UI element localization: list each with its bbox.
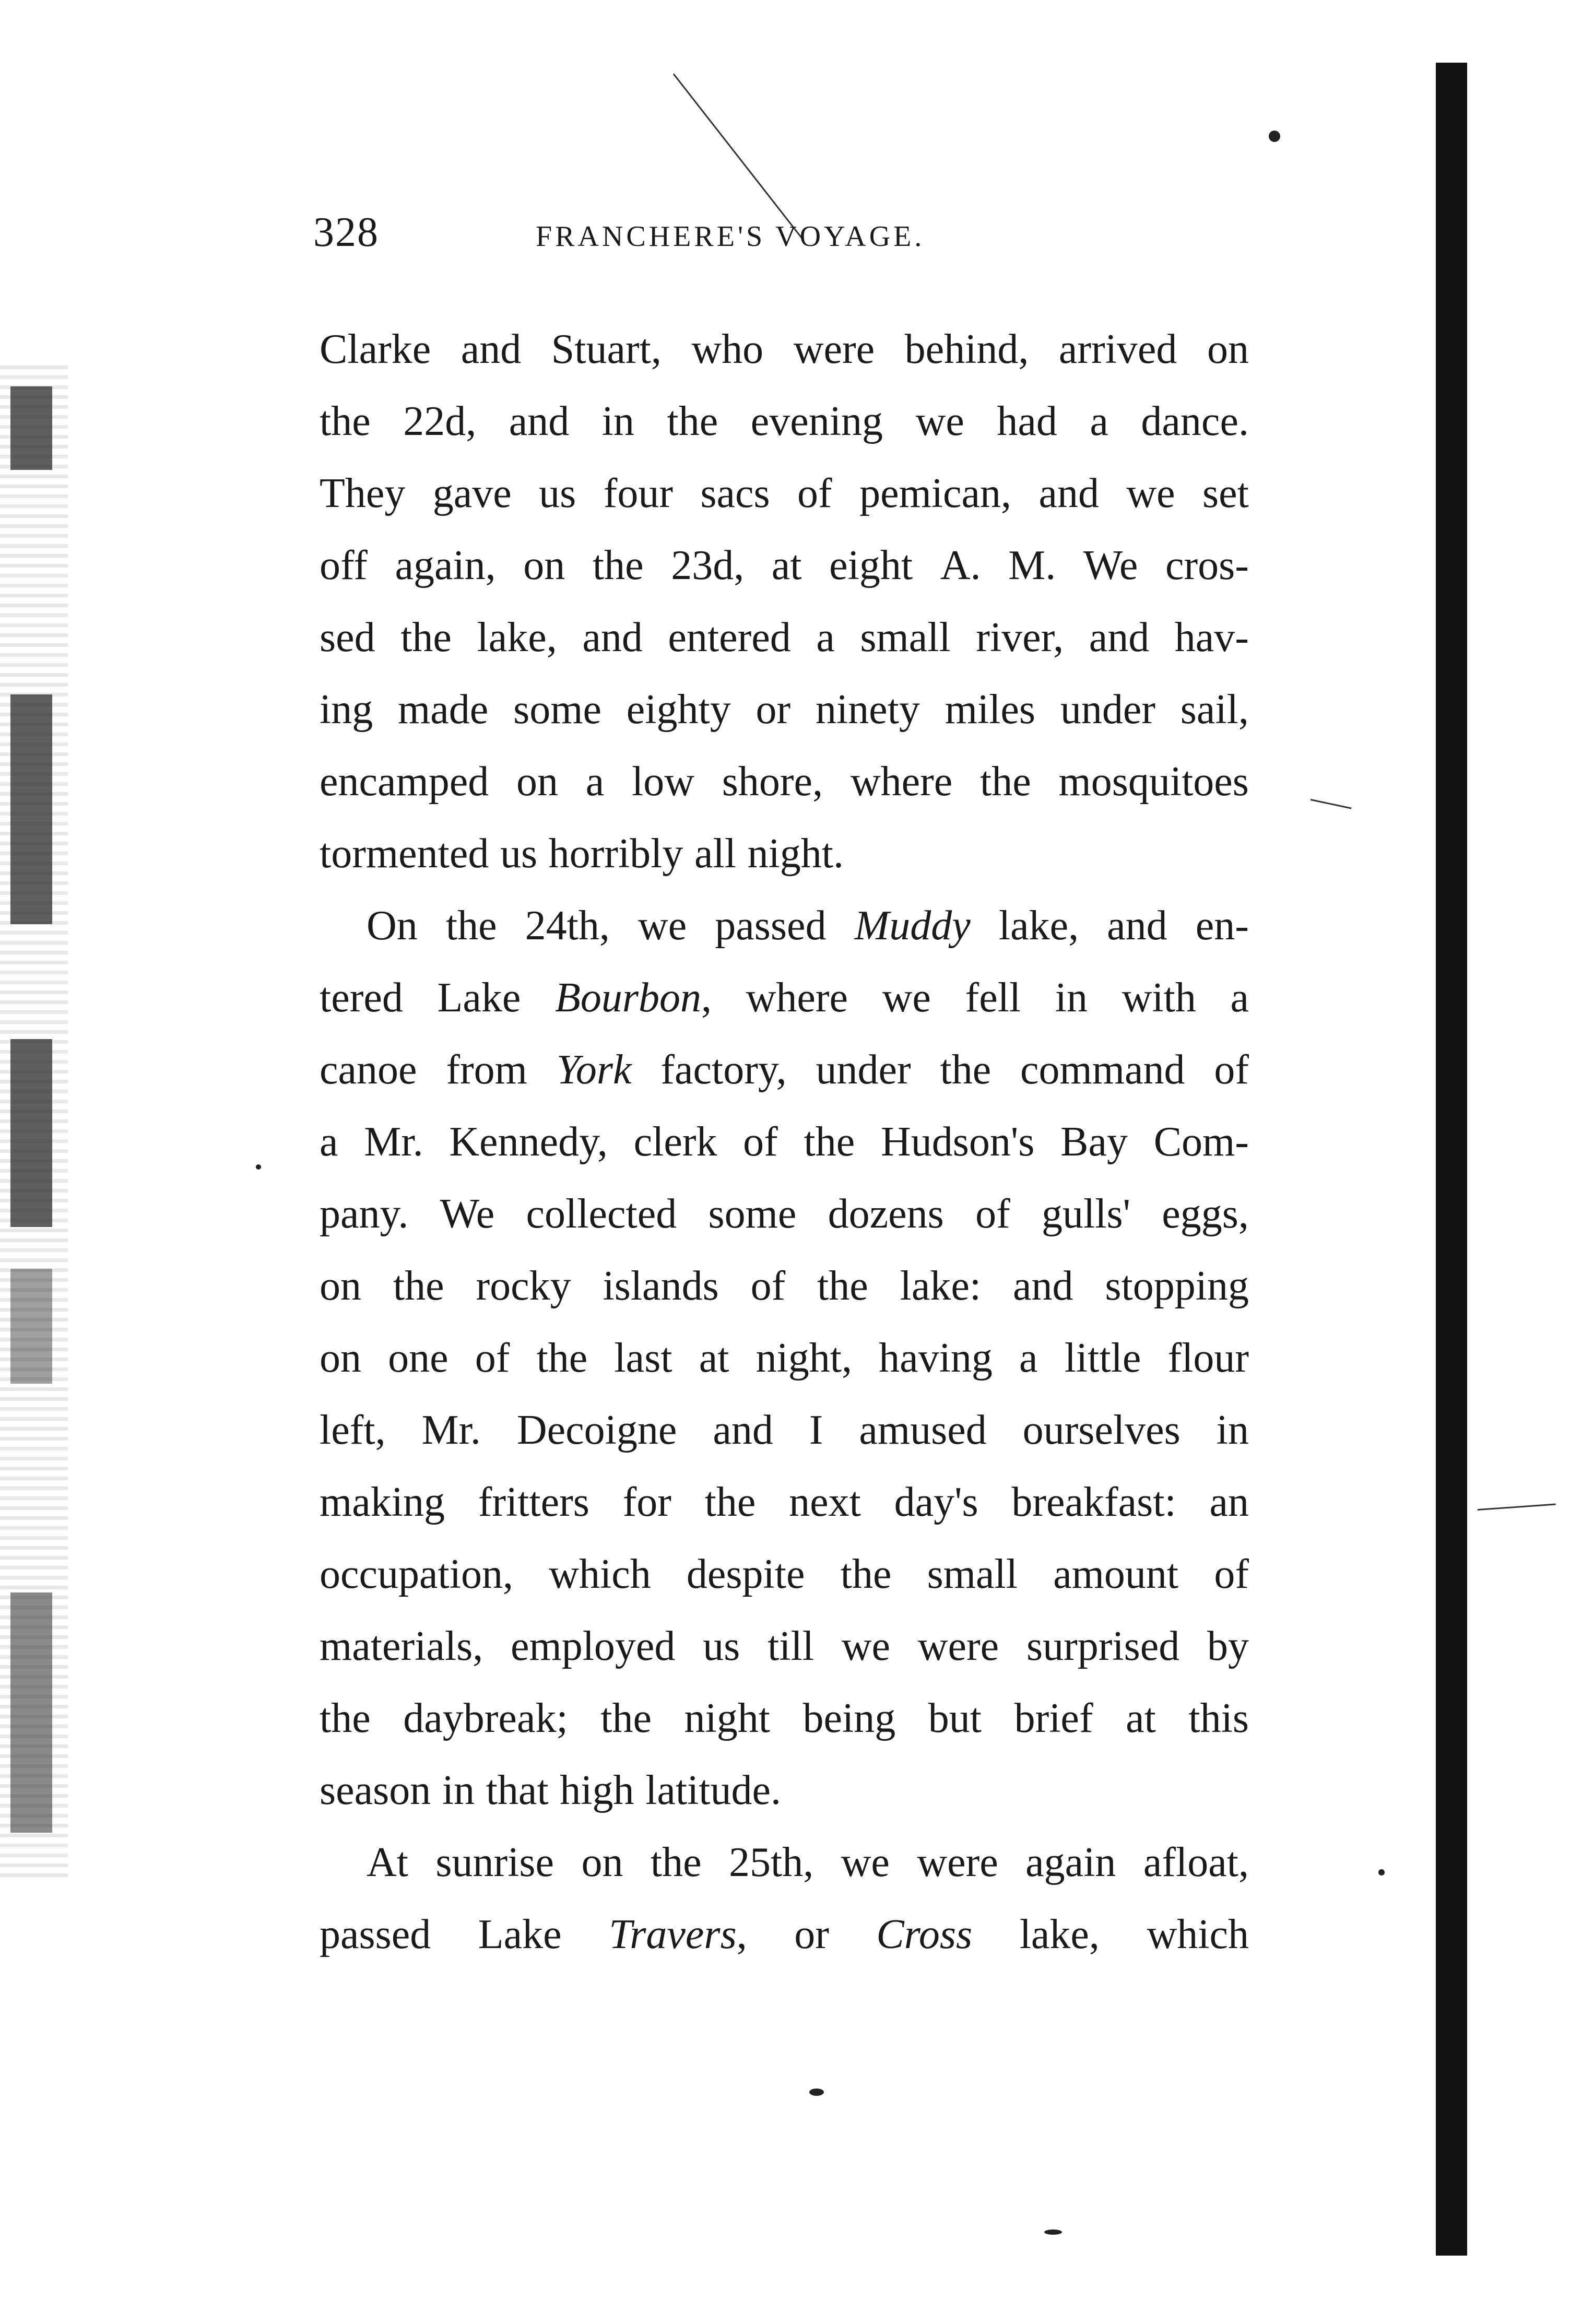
word: Kennedy,	[449, 1119, 608, 1165]
paragraph	[320, 1826, 1249, 1971]
text-line	[320, 1538, 1249, 1610]
word: again	[1025, 1839, 1116, 1885]
word: Mr.	[421, 1407, 481, 1453]
word: the	[704, 1479, 756, 1525]
word: the	[320, 1695, 371, 1741]
word: us	[703, 1623, 740, 1669]
text-line	[320, 674, 1249, 746]
word: small	[927, 1551, 1018, 1597]
word: sacs	[700, 470, 770, 516]
word: being	[802, 1695, 896, 1741]
word: ninety	[815, 687, 920, 733]
word: dozens	[828, 1191, 944, 1237]
word: high	[560, 1767, 634, 1813]
word: Mr.	[364, 1119, 423, 1165]
word: lake,	[477, 615, 557, 660]
word: the	[804, 1119, 855, 1165]
word: command	[1020, 1047, 1185, 1093]
word: tered	[320, 975, 403, 1021]
word: 22d,	[403, 398, 477, 444]
word: On	[367, 903, 418, 949]
word: season	[320, 1767, 431, 1813]
word: They	[320, 470, 406, 516]
paragraph	[320, 890, 1249, 1826]
word: en-	[1195, 903, 1249, 949]
word: mosquitoes	[1058, 759, 1249, 805]
scan-speck	[256, 1164, 261, 1170]
word: making	[320, 1479, 445, 1525]
word: islands	[603, 1263, 719, 1309]
word: this	[1188, 1695, 1249, 1741]
word: the	[393, 1263, 444, 1309]
word: lake:	[900, 1263, 982, 1309]
word: or	[756, 687, 791, 733]
word: we	[841, 1839, 890, 1885]
word: cros-	[1165, 542, 1249, 588]
word: an	[1209, 1479, 1249, 1525]
word: Lake	[437, 975, 521, 1021]
word: on	[516, 759, 559, 805]
word: and	[582, 615, 643, 660]
word: sunrise	[435, 1839, 554, 1885]
word: and	[1089, 615, 1150, 660]
word: night,	[756, 1335, 853, 1381]
binding-shadow-bar	[1436, 63, 1467, 2256]
word: or	[794, 1912, 829, 1957]
word: a	[585, 759, 605, 805]
word: again,	[395, 542, 496, 588]
word: we	[841, 1623, 890, 1669]
word: Hudson's	[880, 1119, 1035, 1165]
word: breakfast:	[1011, 1479, 1176, 1525]
paragraph	[320, 313, 1249, 890]
word: till	[768, 1623, 814, 1669]
text-line	[320, 1178, 1249, 1250]
word: little	[1064, 1335, 1141, 1381]
word: of	[1214, 1047, 1249, 1093]
body-text	[320, 313, 1249, 1971]
word: on	[320, 1335, 361, 1381]
word: in	[601, 398, 635, 444]
word: materials,	[320, 1623, 483, 1669]
word: at	[1126, 1695, 1156, 1741]
text-line	[320, 962, 1249, 1034]
scan-stray-line	[1478, 1504, 1556, 1511]
word: shore,	[722, 759, 823, 805]
gutter-smudge	[10, 1592, 52, 1833]
word: next	[789, 1479, 861, 1525]
word: a	[1019, 1335, 1038, 1381]
word: were	[917, 1839, 998, 1885]
word: a	[816, 615, 835, 660]
word: employed	[510, 1623, 676, 1669]
word: flour	[1167, 1335, 1249, 1381]
word: in	[442, 1767, 475, 1813]
text-line	[320, 1754, 1249, 1826]
word: river,	[976, 615, 1064, 660]
text-line	[320, 1034, 1249, 1106]
word: pemican,	[859, 470, 1012, 516]
word: encamped	[320, 759, 489, 805]
word: in	[1055, 975, 1088, 1021]
word: some	[708, 1191, 797, 1237]
word: we	[638, 903, 687, 949]
word: 23d,	[671, 542, 745, 588]
scan-stray-line	[1311, 799, 1352, 809]
word: gulls'	[1042, 1191, 1130, 1237]
word: had	[997, 398, 1057, 444]
text-line	[320, 529, 1249, 601]
word: arrived	[1058, 326, 1177, 372]
word: M.	[1008, 542, 1056, 588]
word: in	[1216, 1407, 1249, 1453]
word: low	[632, 759, 695, 805]
word: of	[797, 470, 832, 516]
running-title: FRANCHERE'S VOYAGE.	[536, 220, 925, 253]
word: and	[461, 326, 522, 372]
word: us	[500, 831, 538, 877]
word: evening	[750, 398, 883, 444]
word: off	[320, 542, 368, 588]
word: a	[1230, 975, 1249, 1021]
word: factory,	[660, 1047, 787, 1093]
gutter-smudge	[10, 1039, 52, 1227]
word: dance.	[1141, 398, 1249, 444]
word: horribly	[548, 831, 683, 877]
word: four	[603, 470, 673, 516]
text-line	[320, 1106, 1249, 1178]
text-line	[320, 385, 1249, 457]
word: We	[1083, 542, 1138, 588]
word: where	[746, 975, 848, 1021]
text-line	[320, 1322, 1249, 1394]
text-line	[320, 818, 1249, 890]
word: for	[622, 1479, 671, 1525]
word: of	[750, 1263, 786, 1309]
word: stopping	[1105, 1263, 1249, 1309]
word: all	[694, 831, 736, 877]
word: at	[699, 1335, 729, 1381]
word: Com-	[1153, 1119, 1249, 1165]
word: were	[917, 1623, 999, 1669]
word: and	[509, 398, 570, 444]
word: tormented	[320, 831, 489, 877]
word: that	[486, 1767, 549, 1813]
word: We	[440, 1191, 495, 1237]
word: Bay	[1060, 1119, 1128, 1165]
word: on	[523, 542, 565, 588]
word: behind,	[904, 326, 1029, 372]
word: and	[1038, 470, 1099, 516]
text-line	[320, 457, 1249, 529]
word: Bourbon,	[555, 975, 712, 1021]
word: York	[556, 1047, 632, 1093]
word: the	[445, 903, 497, 949]
word: 25th,	[729, 1839, 814, 1885]
word: the	[667, 398, 718, 444]
word: of	[743, 1119, 778, 1165]
word: brief	[1014, 1695, 1093, 1741]
word: we	[882, 975, 931, 1021]
word: surprised	[1026, 1623, 1180, 1669]
word: the	[980, 759, 1031, 805]
text-line	[320, 1898, 1249, 1971]
word: were	[793, 326, 875, 372]
word: hav-	[1174, 615, 1249, 660]
gutter-smudge	[10, 1269, 52, 1384]
word: of	[1214, 1551, 1249, 1597]
word: some	[513, 687, 601, 733]
word: eighty	[626, 687, 731, 733]
text-line	[320, 1826, 1249, 1898]
word: rocky	[476, 1263, 571, 1309]
word: which	[1147, 1912, 1249, 1957]
word: collected	[526, 1191, 677, 1237]
word: night	[684, 1695, 770, 1741]
word: miles	[945, 687, 1036, 733]
word: left,	[320, 1407, 386, 1453]
word: canoe	[320, 1047, 417, 1093]
text-line	[320, 1610, 1249, 1682]
running-head	[313, 209, 1253, 266]
word: the	[650, 1839, 702, 1885]
word: sed	[320, 615, 375, 660]
text-line	[320, 746, 1249, 818]
page-number: 328	[313, 209, 379, 255]
word: a	[320, 1119, 338, 1165]
word: pany.	[320, 1191, 409, 1237]
word: at	[771, 542, 802, 588]
word: and	[1012, 1263, 1073, 1309]
word: daybreak;	[403, 1695, 568, 1741]
word: under	[816, 1047, 911, 1093]
word: passed	[320, 1912, 431, 1957]
word: the	[320, 398, 371, 444]
word: with	[1122, 975, 1196, 1021]
gutter-smudge	[10, 694, 52, 924]
text-line	[320, 1682, 1249, 1754]
word: gave	[432, 470, 512, 516]
word: Decoigne	[516, 1407, 677, 1453]
word: fritters	[478, 1479, 589, 1525]
text-line	[320, 313, 1249, 385]
word: At	[367, 1839, 408, 1885]
word: clerk	[633, 1119, 717, 1165]
word: day's	[894, 1479, 978, 1525]
word: ing	[320, 687, 373, 733]
word: eggs,	[1162, 1191, 1249, 1237]
word: on	[1207, 326, 1249, 372]
word: afloat,	[1143, 1839, 1249, 1885]
word: amount	[1053, 1551, 1179, 1597]
word: the	[817, 1263, 868, 1309]
word: sail,	[1180, 687, 1249, 733]
word: I	[809, 1407, 823, 1453]
scan-speck	[809, 2089, 824, 2096]
word: amused	[859, 1407, 987, 1453]
word: from	[446, 1047, 527, 1093]
word: who	[691, 326, 764, 372]
word: entered	[668, 615, 791, 660]
word: passed	[715, 903, 827, 949]
word: A.	[940, 542, 981, 588]
word: latitude.	[645, 1767, 782, 1813]
word: Clarke	[320, 326, 431, 372]
scan-speck	[1044, 2229, 1062, 2235]
word: eight	[829, 542, 913, 588]
text-line	[320, 1394, 1249, 1466]
scan-speck	[1269, 131, 1280, 142]
text-line	[320, 1466, 1249, 1538]
word: but	[928, 1695, 982, 1741]
word: Muddy	[854, 903, 971, 949]
word: made	[398, 687, 489, 733]
word: we	[1126, 470, 1175, 516]
word: we	[915, 398, 964, 444]
word: 24th,	[525, 903, 610, 949]
word: which	[549, 1551, 651, 1597]
word: the	[840, 1551, 892, 1597]
word: occupation,	[320, 1551, 513, 1597]
word: by	[1207, 1623, 1249, 1669]
word: the	[536, 1335, 588, 1381]
text-line	[320, 890, 1249, 962]
gutter-smudge	[10, 386, 52, 470]
word: lake,	[998, 903, 1079, 949]
word: and	[713, 1407, 773, 1453]
text-line	[320, 1250, 1249, 1322]
word: set	[1202, 470, 1249, 516]
word: small	[860, 615, 951, 660]
word: one	[388, 1335, 448, 1381]
word: on	[320, 1263, 361, 1309]
word: fell	[965, 975, 1021, 1021]
word: a	[1090, 398, 1108, 444]
word: and	[1107, 903, 1167, 949]
word: Cross	[876, 1912, 973, 1957]
word: the	[400, 615, 452, 660]
scan-speck	[1378, 1869, 1385, 1875]
word: Travers,	[609, 1912, 747, 1957]
word: ourselves	[1022, 1407, 1181, 1453]
word: of	[975, 1191, 1010, 1237]
text-line	[320, 601, 1249, 674]
word: Lake	[478, 1912, 562, 1957]
word: where	[850, 759, 953, 805]
word: on	[581, 1839, 623, 1885]
word: lake,	[1019, 1912, 1100, 1957]
word: the	[940, 1047, 991, 1093]
word: having	[879, 1335, 993, 1381]
word: the	[600, 1695, 652, 1741]
word: despite	[686, 1551, 805, 1597]
word: us	[539, 470, 576, 516]
word: under	[1060, 687, 1155, 733]
word: last	[614, 1335, 672, 1381]
word: night.	[747, 831, 844, 877]
word: the	[592, 542, 644, 588]
word: of	[475, 1335, 510, 1381]
word: Stuart,	[551, 326, 662, 372]
